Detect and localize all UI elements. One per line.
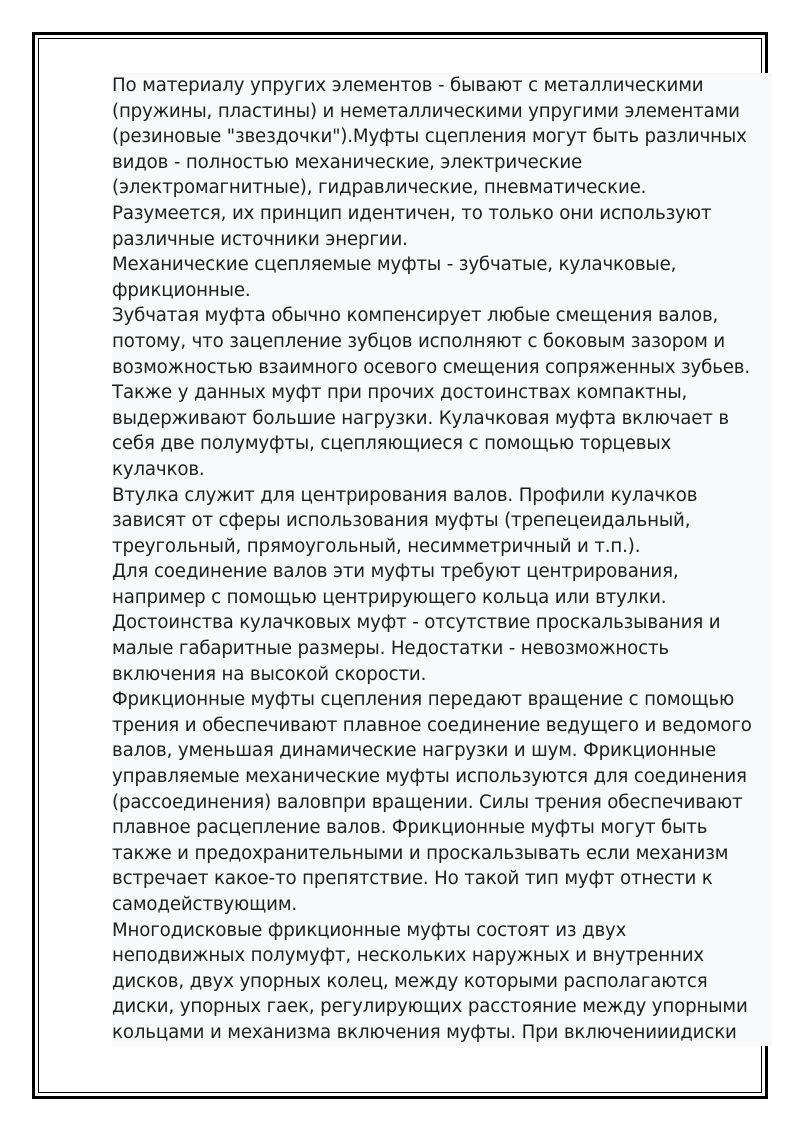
text-line: Многодисковые фрикционные муфты состоят из двух: [112, 918, 772, 944]
text-line: (пружины, пластины) и неметаллическими упругими элементами: [112, 99, 772, 125]
text-line: диски, упорных гаек, регулирующих расстояние между упорными: [112, 994, 772, 1020]
text-line: Фрикционные муфты сцепления передают вращение с помощью: [112, 687, 772, 713]
paragraph: [112, 73, 772, 252]
text-line: Для соединение валов эти муфты требуют центрирования,: [112, 559, 772, 585]
text-line: зависят от сферы использования муфты (трепецеидальный,: [112, 508, 772, 534]
text-line: кольцами и механизма включения муфты. При включенииидиски: [112, 1020, 772, 1046]
text-line: дисков, двух упорных колец, между которыми располагаются: [112, 969, 772, 995]
text-line: трения и обеспечивают плавное соединение ведущего и ведомого: [112, 713, 772, 739]
text-line: Зубчатая муфта обычно компенсирует любые смещения валов,: [112, 303, 772, 329]
paragraph: [112, 918, 772, 1046]
text-line: выдерживают большие нагрузки. Кулачковая муфта включает в: [112, 406, 772, 432]
text-line: встречает какое-то препятствие. Но такой тип муфт отнести к: [112, 866, 772, 892]
text-line: включения на высокой скорости.: [112, 662, 772, 688]
paragraph: [112, 559, 772, 687]
text-line: также и предохранительными и проскальзывать если механизм: [112, 841, 772, 867]
text-line: возможностью взаимного осевого смещения сопряженных зубьев.: [112, 355, 772, 381]
text-line: Разумеется, их принцип идентичен, то только они используют: [112, 201, 772, 227]
paragraph: [112, 303, 772, 482]
text-line: кулачков.: [112, 457, 772, 483]
text-line: По материалу упругих элементов - бывают с металлическими: [112, 73, 772, 99]
text-line: (резиновые "звездочки").Муфты сцепления могут быть различных: [112, 124, 772, 150]
text-line: Механические сцепляемые муфты - зубчатые, кулачковые,: [112, 252, 772, 278]
text-line: Достоинства кулачковых муфт - отсутствие проскальзывания и: [112, 610, 772, 636]
text-line: (рассоединения) валовпри вращении. Силы трения обеспечивают: [112, 790, 772, 816]
text-line: Также у данных муфт при прочих достоинствах компактны,: [112, 380, 772, 406]
text-line: самодействующим.: [112, 892, 772, 918]
text-line: плавное расцепление валов. Фрикционные муфты могут быть: [112, 815, 772, 841]
text-line: управляемые механические муфты используются для соединения: [112, 764, 772, 790]
text-line: малые габаритные размеры. Недостатки - невозможность: [112, 636, 772, 662]
text-line: неподвижных полумуфт, нескольких наружных и внутренних: [112, 943, 772, 969]
paragraph: [112, 687, 772, 917]
text-line: видов - полностью механические, электрические: [112, 150, 772, 176]
text-line: (электромагнитные), гидравлические, пневматические.: [112, 175, 772, 201]
text-line: фрикционные.: [112, 278, 772, 304]
document-body: [112, 73, 772, 1051]
text-line: валов, уменьшая динамические нагрузки и шум. Фрикционные: [112, 738, 772, 764]
text-line: треугольный, прямоугольный, несимметричный и т.п.).: [112, 534, 772, 560]
text-line: Втулка служит для центрирования валов. Профили кулачков: [112, 483, 772, 509]
text-line: например с помощью центрирующего кольца или втулки.: [112, 585, 772, 611]
paragraph: [112, 483, 772, 560]
text-line: себя две полумуфты, сцепляющиеся с помощью торцевых: [112, 431, 772, 457]
paragraph: [112, 252, 772, 303]
text-line: потому, что зацепление зубцов исполняют с боковым зазором и: [112, 329, 772, 355]
text-line: различные источники энергии.: [112, 227, 772, 253]
